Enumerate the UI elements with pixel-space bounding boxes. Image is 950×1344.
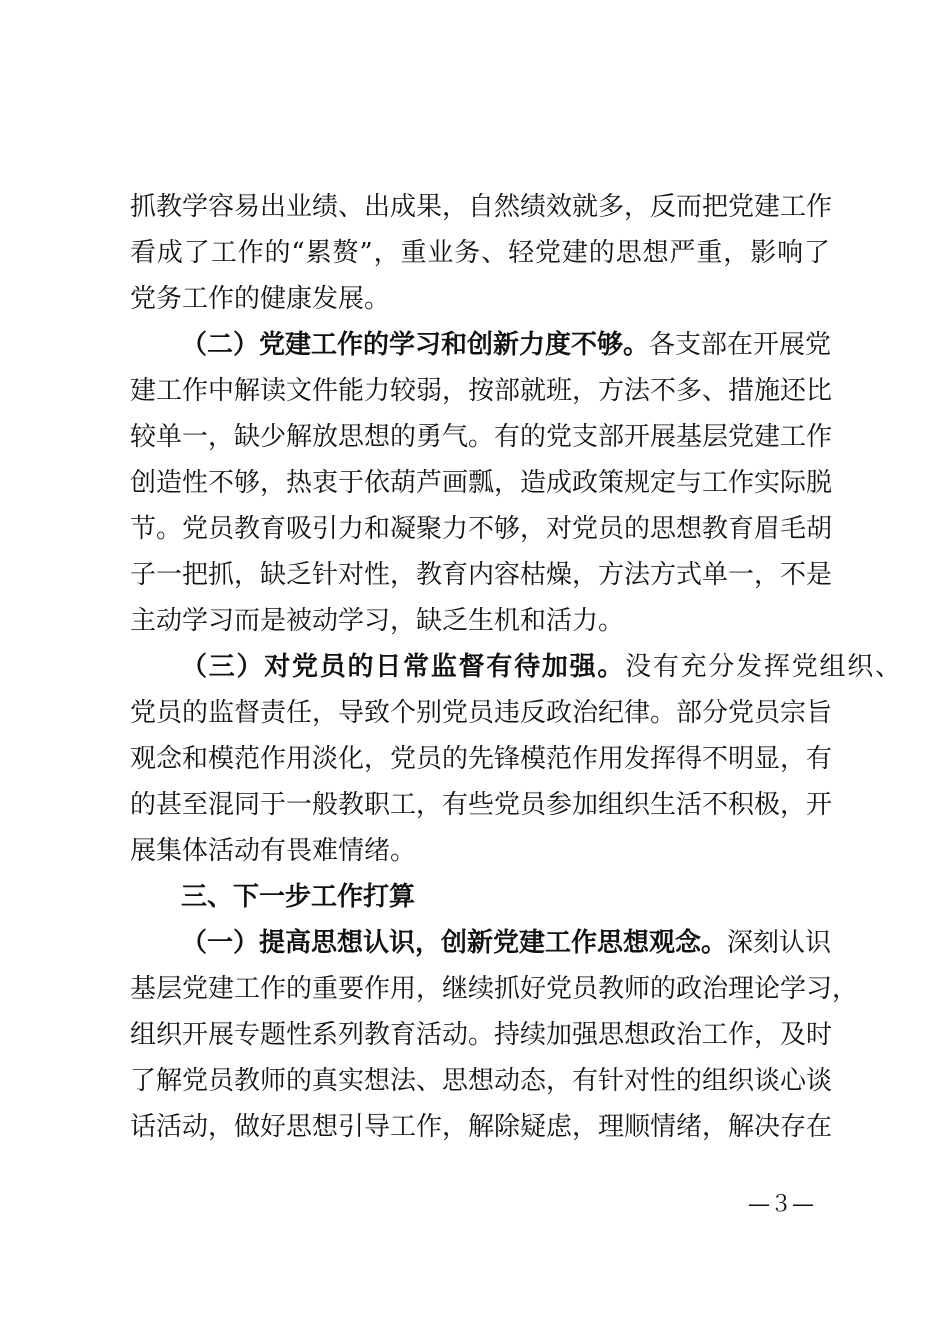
body-text-line: 了解党员教师的真实想法、思想动态，有针对性的组织谈心谈 bbox=[130, 1066, 833, 1096]
body-text-line: 节。党员教育吸引力和凝聚力不够，对党员的思想教育眉毛胡 bbox=[130, 514, 833, 544]
body-text-line: 看成了工作的“累赘”，重业务、轻党建的思想严重，影响了 bbox=[130, 238, 830, 268]
body-text-line: 组织开展专题性系列教育活动。持续加强思想政治工作，及时 bbox=[130, 1020, 833, 1050]
body-text-run: 深刻认识 bbox=[727, 928, 832, 958]
body-text-line: 的甚至混同于一般教职工，有些党员参加组织生活不积极，开 bbox=[130, 790, 833, 820]
body-text-line: 建工作中解读文件能力较弱，按部就班，方法不多、措施还比 bbox=[130, 376, 833, 406]
body-text-line: 基层党建工作的重要作用，继续抓好党员教师的政治理论学习， bbox=[130, 974, 859, 1004]
paragraph-first-line bbox=[181, 923, 830, 963]
subheading-lead: （二）党建工作的学习和创新力度不够。 bbox=[181, 330, 650, 360]
subheading-lead: （一）提高思想认识，创新党建工作思想观念。 bbox=[181, 928, 728, 958]
body-text-run: 没有充分发挥党组织、 bbox=[625, 652, 901, 682]
body-text-line: 党员的监督责任，导致个别党员违反政治纪律。部分党员宗旨 bbox=[130, 698, 833, 728]
body-text-line: 展集体活动有畏难情绪。 bbox=[130, 836, 417, 866]
section-heading: 三、下一步工作打算 bbox=[181, 882, 416, 912]
subheading-lead: （三）对党员的日常监督有待加强。 bbox=[181, 652, 626, 682]
body-text-line: 党务工作的健康发展。 bbox=[130, 284, 391, 314]
body-text-line: 观念和模范作用淡化，党员的先锋模范作用发挥得不明显，有 bbox=[130, 744, 833, 774]
body-text-line: 较单一，缺少解放思想的勇气。有的党支部开展基层党建工作 bbox=[130, 422, 833, 452]
page-number: —３— bbox=[748, 1192, 815, 1217]
paragraph-first-line bbox=[181, 647, 901, 687]
body-text-line: 子一把抓，缺乏针对性，教育内容枯燥，方法方式单一，不是 bbox=[130, 560, 833, 590]
body-text-line: 抓教学容易出业绩、出成果，自然绩效就多，反而把党建工作 bbox=[130, 192, 833, 222]
body-text-line: 创造性不够，热衷于依葫芦画瓢，造成政策规定与工作实际脱 bbox=[130, 468, 833, 498]
body-text-line: 话活动，做好思想引导工作，解除疑虑，理顺情绪，解决存在 bbox=[130, 1112, 833, 1142]
body-text-line: 主动学习而是被动学习，缺乏生机和活力。 bbox=[130, 606, 625, 636]
paragraph-first-line bbox=[181, 325, 830, 365]
body-text-run: 各支部在开展党 bbox=[649, 330, 832, 360]
